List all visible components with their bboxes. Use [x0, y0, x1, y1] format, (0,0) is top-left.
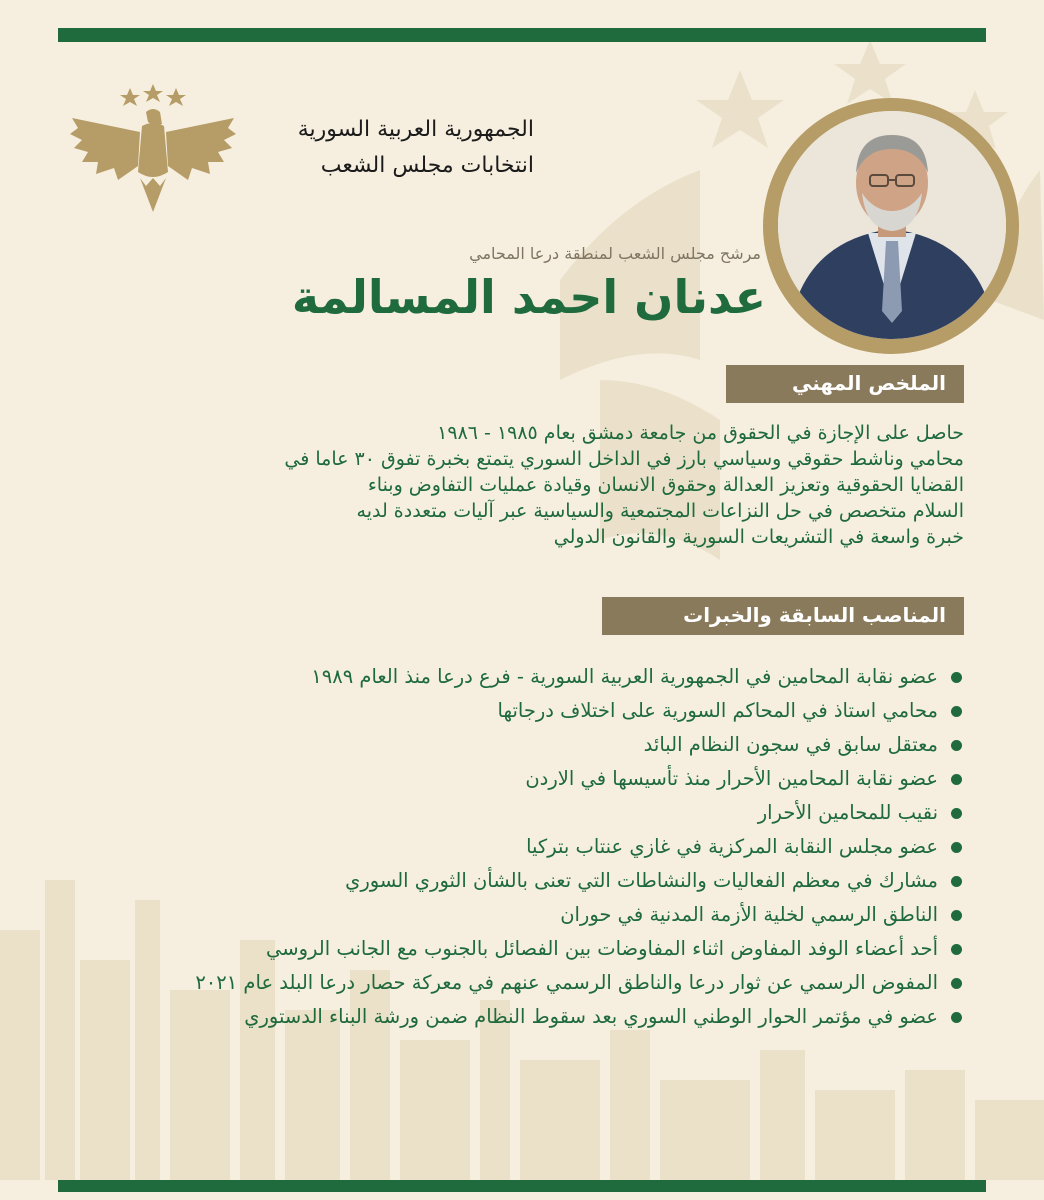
- summary-line: حاصل على الإجازة في الحقوق من جامعة دمشق بعام ١٩٨٥ - ١٩٨٦: [437, 422, 964, 444]
- bullet-icon: [951, 672, 962, 683]
- list-item: [66, 728, 966, 762]
- list-item: [66, 694, 966, 728]
- list-item: [66, 864, 966, 898]
- list-item: [66, 762, 966, 796]
- list-item-text: معتقل سابق في سجون النظام البائد: [643, 733, 938, 756]
- summary-line: السلام متخصص في حل النزاعات المجتمعية والسياسية عبر آليات متعددة لديه: [356, 500, 964, 522]
- bullet-icon: [951, 842, 962, 853]
- list-item: [66, 1000, 966, 1034]
- positions-heading: المناصب السابقة والخبرات: [602, 597, 964, 635]
- list-item: [66, 660, 966, 694]
- country-title: الجمهورية العربية السورية: [297, 117, 534, 142]
- list-item: [66, 898, 966, 932]
- list-item: [66, 966, 966, 1000]
- bullet-icon: [951, 876, 962, 887]
- list-item-text: نقيب للمحامين الأحرار: [757, 801, 938, 824]
- bullet-icon: [951, 910, 962, 921]
- list-item-text: مشارك في معظم الفعاليات والنشاطات التي تعنى بالشأن الثوري السوري: [345, 869, 938, 892]
- summary-line: محامي وناشط حقوقي وسياسي بارز في الداخل السوري يتمتع بخبرة تفوق ٣٠ عاما في: [284, 448, 964, 470]
- candidate-subtitle: مرشح مجلس الشعب لمنطقة درعا المحامي: [469, 244, 761, 263]
- top-green-bar: [58, 28, 986, 42]
- bullet-icon: [951, 740, 962, 751]
- list-item-text: محامي استاذ في المحاكم السورية على اختلاف درجاتها: [497, 699, 938, 722]
- list-item-text: أحد أعضاء الوفد المفاوض اثناء المفاوضات بين الفصائل بالجنوب مع الجانب الروسي: [266, 937, 938, 960]
- summary-heading: الملخص المهني: [726, 365, 964, 403]
- bullet-icon: [951, 944, 962, 955]
- bullet-icon: [951, 1012, 962, 1023]
- candidate-photo: [778, 111, 1006, 339]
- list-item-text: عضو مجلس النقابة المركزية في غازي عنتاب بتركيا: [526, 835, 938, 858]
- bullet-icon: [951, 808, 962, 819]
- eagle-emblem-icon: [68, 82, 238, 214]
- summary-line: خبرة واسعة في التشريعات السورية والقانون الدولي: [553, 526, 964, 548]
- positions-list: [66, 660, 966, 1034]
- list-item: [66, 830, 966, 864]
- list-item-text: المفوض الرسمي عن ثوار درعا والناطق الرسمي عنهم في معركة حصار درعا البلد عام ٢٠٢١: [195, 971, 938, 994]
- summary-line: القضايا الحقوقية وتعزيز العدالة وحقوق الانسان وقيادة عمليات التفاوض وبناء: [367, 474, 964, 496]
- bullet-icon: [951, 774, 962, 785]
- candidate-name: عدنان احمد المسالمة: [291, 270, 766, 324]
- list-item-text: عضو نقابة المحامين في الجمهورية العربية السورية - فرع درعا منذ العام ١٩٨٩: [311, 665, 938, 688]
- list-item: [66, 796, 966, 830]
- list-item-text: عضو نقابة المحامين الأحرار منذ تأسيسها في الاردن: [525, 767, 938, 790]
- bottom-green-bar: [58, 1180, 986, 1192]
- list-item-text: عضو في مؤتمر الحوار الوطني السوري بعد سقوط النظام ضمن ورشة البناء الدستوري: [244, 1005, 938, 1028]
- elections-title: انتخابات مجلس الشعب: [320, 153, 534, 178]
- list-item: [66, 932, 966, 966]
- header-text: [298, 112, 534, 184]
- summary-text: [64, 420, 964, 550]
- bullet-icon: [951, 706, 962, 717]
- bullet-icon: [951, 978, 962, 989]
- list-item-text: الناطق الرسمي لخلية الأزمة المدنية في حوران: [560, 903, 938, 926]
